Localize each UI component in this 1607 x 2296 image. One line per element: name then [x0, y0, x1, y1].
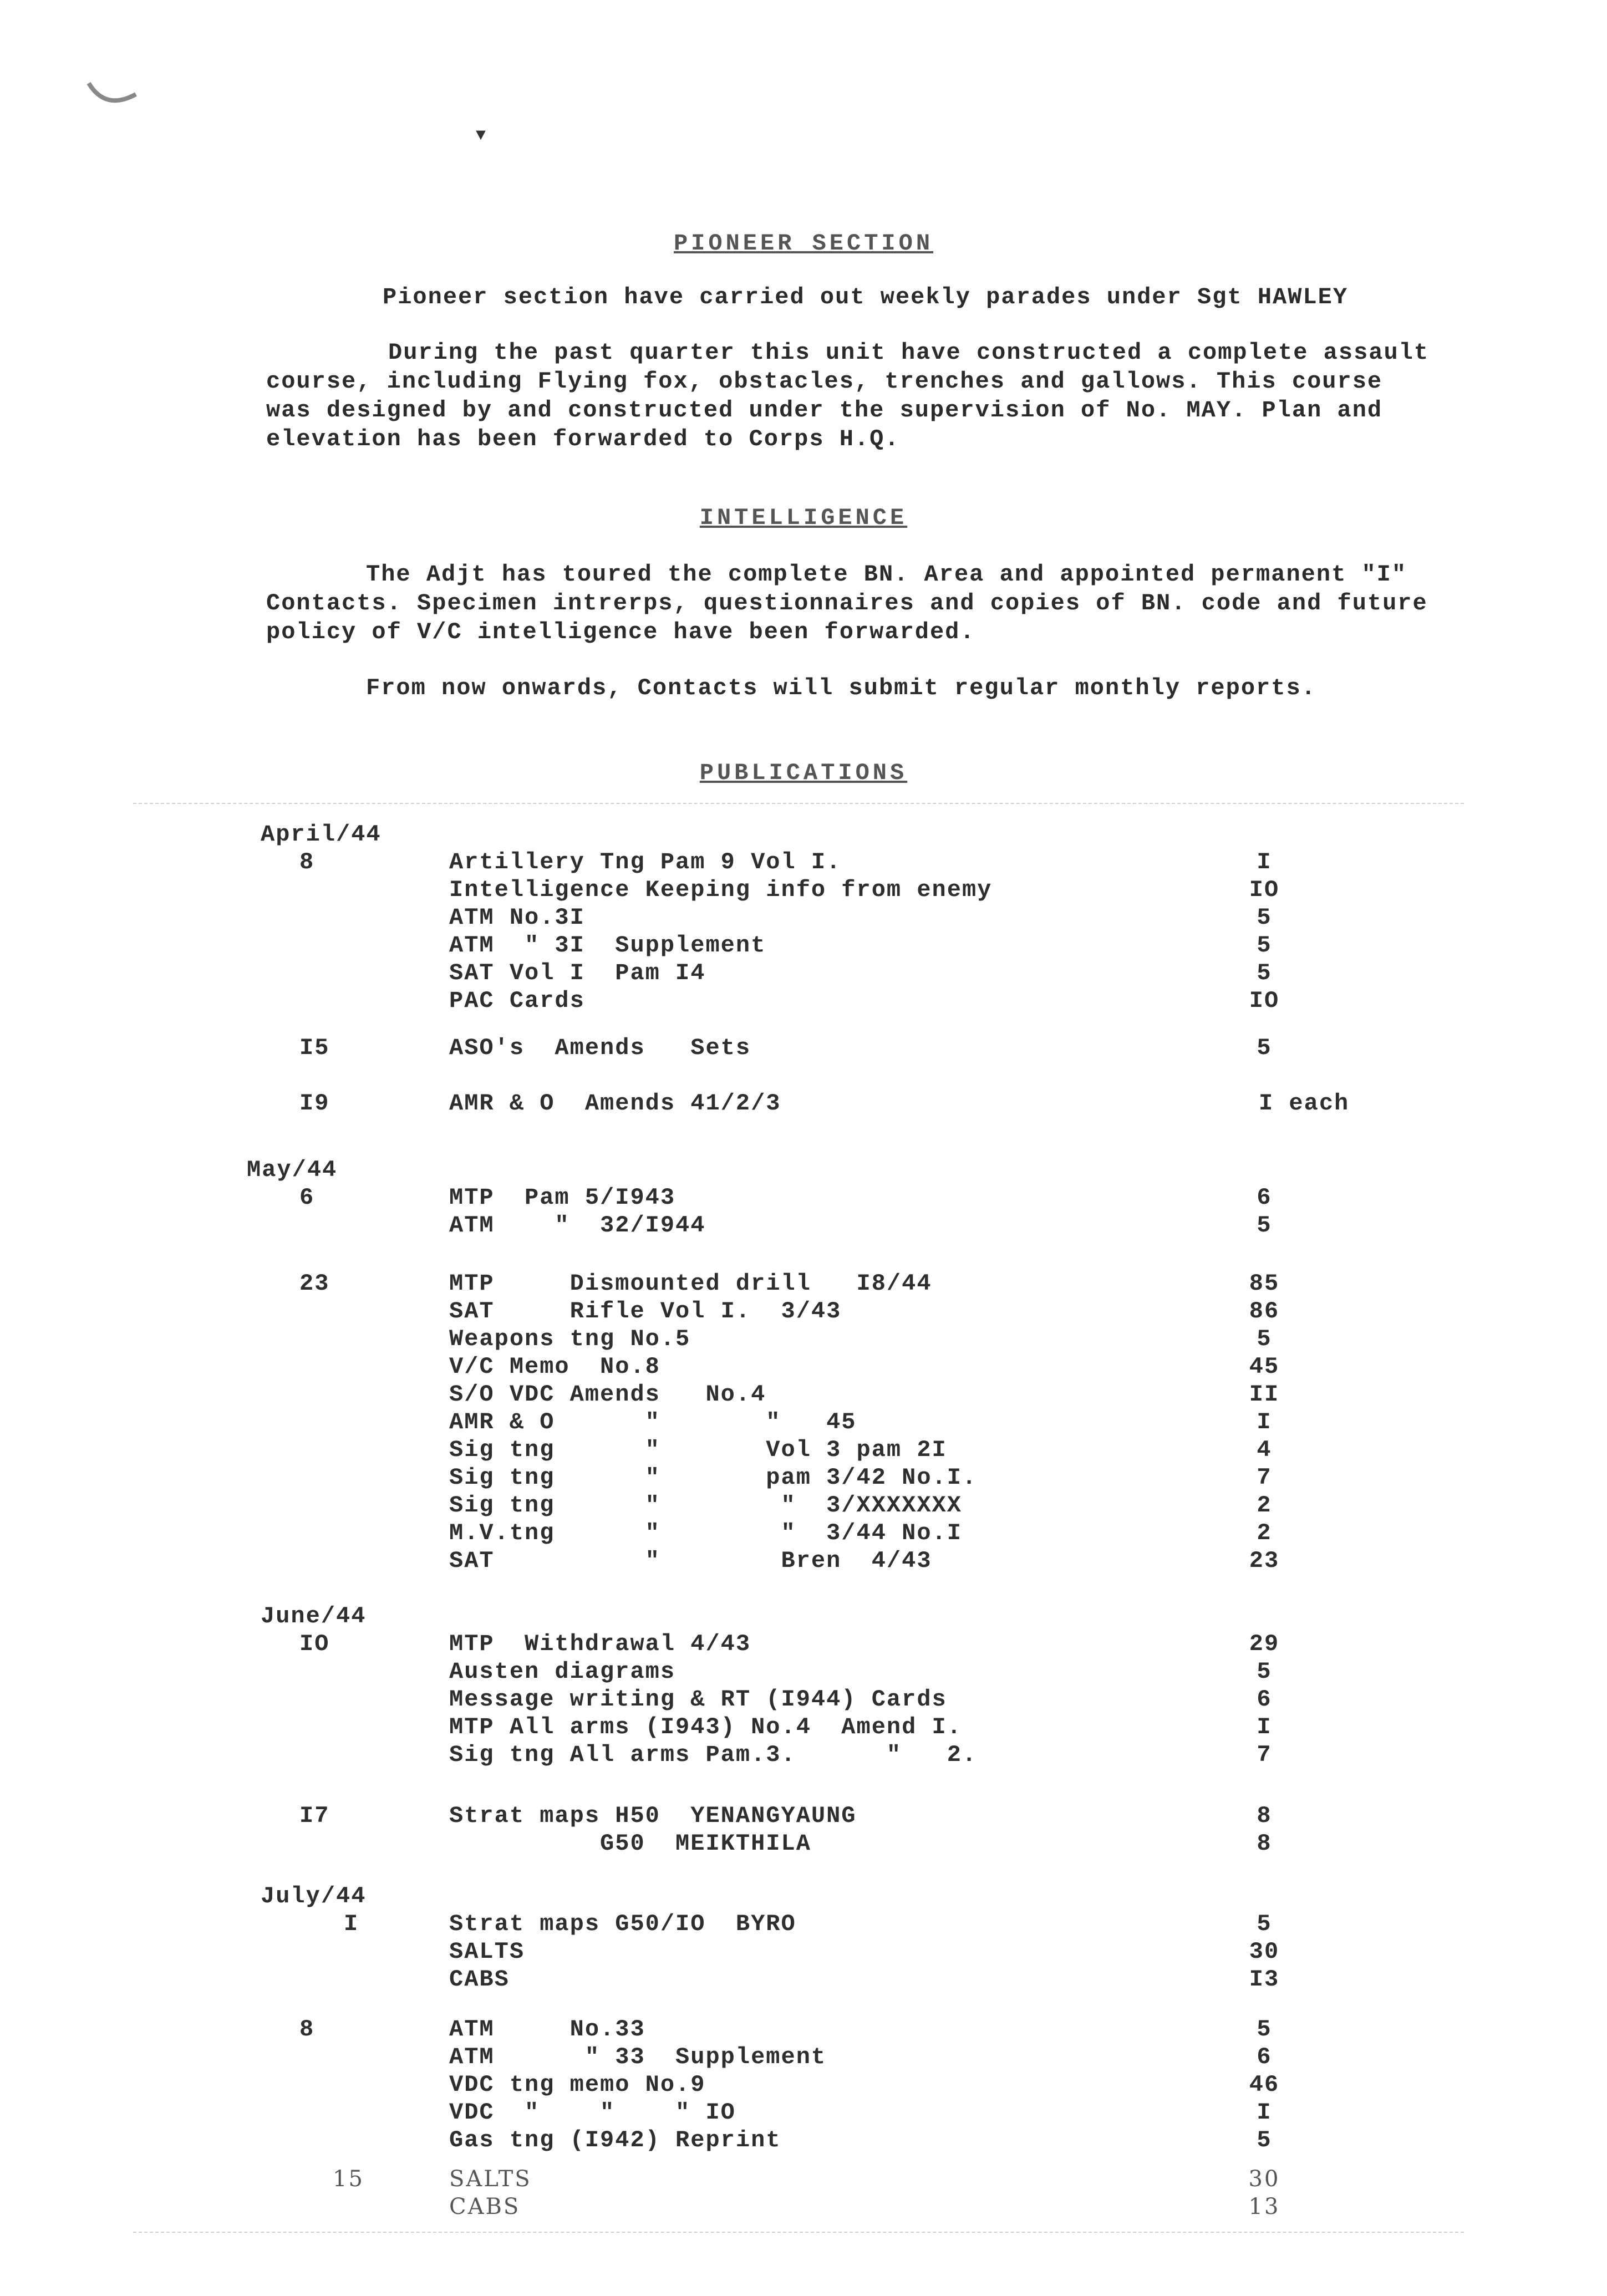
publication-quantity: 45 — [1249, 1353, 1280, 1380]
divider — [133, 803, 1464, 804]
publication-title: SAT " Bren 4/43 — [449, 1547, 932, 1574]
publication-quantity: 13 — [1248, 2194, 1280, 2219]
intelligence-heading: INTELLIGENCE — [699, 505, 908, 531]
publication-title: MTP Withdrawal 4/43 — [449, 1631, 751, 1657]
publication-quantity: I — [1257, 1409, 1272, 1435]
publication-title: Intelligence Keeping info from enemy — [449, 877, 993, 903]
divider — [133, 2232, 1464, 2233]
publication-title: Austen diagrams — [449, 1658, 676, 1685]
publication-quantity: 5 — [1257, 1658, 1272, 1685]
publication-quantity: II — [1249, 1381, 1280, 1408]
publication-quantity: I3 — [1249, 1966, 1280, 1993]
month-label: April/44 — [261, 821, 382, 848]
publication-quantity: 85 — [1249, 1270, 1280, 1297]
publication-title: Sig tng " pam 3/42 No.I. — [449, 1464, 978, 1491]
triangle-mark: ▼ — [476, 126, 486, 145]
publication-title: ATM No.3I — [449, 904, 585, 931]
day-label: 8 — [299, 849, 315, 875]
publication-quantity: 2 — [1257, 1492, 1272, 1519]
publication-quantity: 6 — [1257, 1686, 1272, 1713]
day-label: I9 — [299, 1090, 330, 1117]
publication-title: SALTS — [449, 1938, 525, 1965]
intelligence-paragraph-1: The Adjt has toured the complete BN. Area and appointed permanent "I" Contacts. Specimen intrerps, questionnaires and copies of BN. code and future policy of V/C intelligence have been forwarded. — [266, 561, 1443, 645]
publication-title: ATM " 32/I944 — [449, 1212, 706, 1239]
corner-mark — [83, 72, 144, 116]
day-label: 8 — [299, 2016, 315, 2043]
publication-title: S/O VDC Amends No.4 — [449, 1381, 766, 1408]
publication-title: Strat maps H50 YENANGYAUNG — [449, 1803, 857, 1829]
publication-title: MTP All arms (I943) No.4 Amend I. — [449, 1714, 962, 1740]
publication-title: Strat maps G50/IO BYRO — [449, 1911, 796, 1937]
publications-heading: PUBLICATIONS — [699, 760, 908, 786]
publication-quantity: IO — [1249, 987, 1280, 1014]
publication-title: Weapons tng No.5 — [449, 1326, 691, 1352]
publication-quantity: 5 — [1257, 2127, 1272, 2154]
publication-title: Sig tng All arms Pam.3. " 2. — [449, 1742, 978, 1768]
publication-title: Artillery Tng Pam 9 Vol I. — [449, 849, 842, 875]
pioneer-section-heading: PIONEER SECTION — [673, 230, 934, 257]
day-label: 6 — [299, 1184, 315, 1211]
day-label: IO — [299, 1631, 330, 1657]
publication-quantity: 29 — [1249, 1631, 1280, 1657]
publication-title: Gas tng (I942) Reprint — [449, 2127, 781, 2154]
publication-quantity: IO — [1249, 877, 1280, 903]
publication-quantity: 5 — [1257, 1035, 1272, 1061]
publication-title: ASO's Amends Sets — [449, 1035, 751, 1061]
pioneer-paragraph-1: Pioneer section have carried out weekly parades under Sgt HAWLEY — [383, 284, 1349, 310]
publication-quantity: 5 — [1257, 2016, 1272, 2043]
day-label: I5 — [299, 1035, 330, 1061]
publication-title: MTP Pam 5/I943 — [449, 1184, 676, 1211]
month-label: May/44 — [247, 1157, 338, 1183]
publication-title: Message writing & RT (I944) Cards — [449, 1686, 947, 1713]
publication-title: ATM " 3I Supplement — [449, 932, 766, 959]
publication-quantity: 7 — [1257, 1742, 1272, 1768]
publication-quantity: 5 — [1257, 1911, 1272, 1937]
publication-title: CABS — [449, 2194, 521, 2219]
publication-quantity: 4 — [1257, 1437, 1272, 1463]
publication-title: PAC Cards — [449, 987, 585, 1014]
publication-quantity: 2 — [1257, 1520, 1272, 1546]
publication-title: MTP Dismounted drill I8/44 — [449, 1270, 932, 1297]
publication-quantity: 5 — [1257, 1212, 1272, 1239]
publication-quantity: 5 — [1257, 960, 1272, 986]
publication-quantity: 6 — [1257, 2044, 1272, 2070]
publication-title: SAT Vol I Pam I4 — [449, 960, 706, 986]
day-label: I7 — [299, 1803, 330, 1829]
publication-quantity: I — [1257, 1714, 1272, 1740]
publication-quantity: 5 — [1257, 932, 1272, 959]
publication-quantity: 86 — [1249, 1298, 1280, 1325]
publication-title: ATM " 33 Supplement — [449, 2044, 827, 2070]
publication-quantity: 5 — [1257, 904, 1272, 931]
publication-title: M.V.tng " " 3/44 No.I — [449, 1520, 962, 1546]
publication-title: Sig tng " " 3/XXXXXXX — [449, 1492, 962, 1519]
publication-title: Sig tng " Vol 3 pam 2I — [449, 1437, 947, 1463]
publication-title: VDC " " " IO — [449, 2099, 736, 2126]
publication-quantity: 5 — [1257, 1326, 1272, 1352]
publication-title: AMR & O Amends 41/2/3 — [449, 1090, 781, 1117]
publication-title: AMR & O " " 45 — [449, 1409, 857, 1435]
day-label: 15 — [333, 2166, 364, 2192]
month-label: July/44 — [261, 1883, 367, 1910]
publication-title: G50 MEIKTHILA — [449, 1830, 811, 1857]
day-label: I — [344, 1911, 359, 1937]
publication-quantity: I — [1257, 849, 1272, 875]
publication-quantity: 46 — [1249, 2071, 1280, 2098]
publication-quantity: 8 — [1257, 1803, 1272, 1829]
publication-title: SAT Rifle Vol I. 3/43 — [449, 1298, 842, 1325]
publication-quantity: 30 — [1248, 2166, 1280, 2192]
publication-title: VDC tng memo No.9 — [449, 2071, 706, 2098]
pioneer-paragraph-2: During the past quarter this unit have constructed a complete assault course, including Flying fox, obstacles, trenches and gallows. This course was designed by and constructed under the supervision of No. MAY. Plan and elevation has been forwarded to Corps H.Q. — [266, 339, 1445, 452]
publication-quantity: I — [1257, 2099, 1272, 2126]
publication-quantity: 8 — [1257, 1830, 1272, 1857]
intelligence-paragraph-2: From now onwards, Contacts will submit regular monthly reports. — [366, 675, 1316, 701]
month-label: June/44 — [261, 1603, 367, 1630]
publication-quantity: I each — [1259, 1090, 1350, 1117]
publication-title: CABS — [449, 1966, 510, 1993]
day-label: 23 — [299, 1270, 330, 1297]
publication-quantity: 23 — [1249, 1547, 1280, 1574]
publication-quantity: 6 — [1257, 1184, 1272, 1211]
publication-quantity: 30 — [1249, 1938, 1280, 1965]
publication-title: V/C Memo No.8 — [449, 1353, 660, 1380]
publication-title: SALTS — [449, 2166, 532, 2192]
publication-quantity: 7 — [1257, 1464, 1272, 1491]
publication-title: ATM No.33 — [449, 2016, 645, 2043]
